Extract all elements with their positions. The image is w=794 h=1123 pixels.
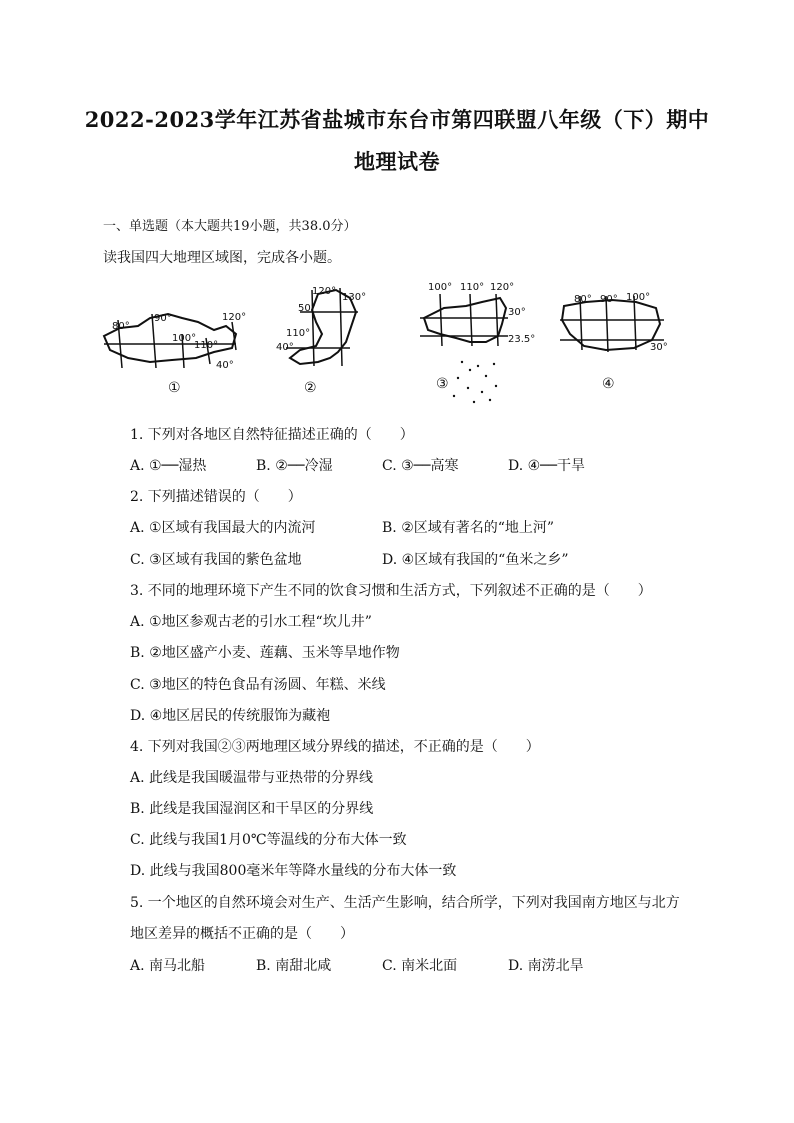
question-1-stem: 1. 下列对各地区自然特征描述正确的（ ） <box>130 427 414 443</box>
question-5-stem: 5. 一个地区的自然环境会对生产、生活产生影响，结合所学，下列对我国南方地区与北方 <box>130 895 680 911</box>
q1-option-d: D. ④──干旱 <box>508 458 586 474</box>
q1-option-b: B. ②──冷湿 <box>256 458 333 474</box>
q4-option-c: C. 此线与我国1月0℃等温线的分布大体一致 <box>130 832 407 848</box>
map1-label-3: 110° <box>194 340 219 351</box>
map2-label-2: 50° <box>298 303 316 314</box>
q1-option-c: C. ③──高寒 <box>382 458 459 474</box>
map2-label-3: 110° <box>286 328 311 339</box>
map1-label-0: 80° <box>112 321 130 332</box>
q4-option-a: A. 此线是我国暖温带与亚热带的分界线 <box>130 770 374 786</box>
question-2-stem: 2. 下列描述错误的（ ） <box>130 489 302 505</box>
map4-label-0: 80° <box>574 294 592 305</box>
q1-option-a: A. ①──湿热 <box>130 458 207 474</box>
map4-label-2: 100° <box>626 292 651 303</box>
q3-option-d: D. ④地区居民的传统服饰为藏袍 <box>130 708 331 724</box>
regions-figure <box>0 278 794 408</box>
question-4-stem: 4. 下列对我国②③两地理区域分界线的描述，不正确的是（ ） <box>130 739 540 755</box>
map3-label-2: 120° <box>490 282 515 293</box>
map1-label-4: 120° <box>222 312 247 323</box>
q5-option-b: B. 南甜北咸 <box>256 958 332 974</box>
map3-label-0: 100° <box>428 282 453 293</box>
map-3 <box>420 294 508 346</box>
map4-label-1: 90° <box>600 294 618 305</box>
map2-label-4: 40° <box>276 342 294 353</box>
q5-option-a: A. 南马北船 <box>130 958 206 974</box>
q3-option-c: C. ③地区的特色食品有汤圆、年糕、米线 <box>130 677 386 693</box>
map3-label-1: 110° <box>460 282 485 293</box>
map2-label-0: 120° <box>312 286 337 297</box>
q5-option-d: D. 南涝北旱 <box>508 958 584 974</box>
section-intro: 读我国四大地理区域图，完成各小题。 <box>103 250 341 266</box>
question-5-stem-cont: 地区差异的概括不正确的是（ ） <box>130 926 354 942</box>
question-3-stem: 3. 不同的地理环境下产生不同的饮食习惯和生活方式，下列叙述不正确的是（ ） <box>130 583 652 599</box>
map1-label-5: 40° <box>216 360 234 371</box>
map2-caption: ② <box>304 380 317 396</box>
map3-caption: ③ <box>436 376 449 392</box>
map3-label-3: 30° <box>508 307 526 318</box>
map1-caption: ① <box>168 380 181 396</box>
q5-option-c: C. 南米北面 <box>382 958 458 974</box>
q2-option-b: B. ②区域有著名的“地上河” <box>382 520 555 536</box>
paper-title-line1: 2022-2023学年江苏省盐城市东台市第四联盟八年级（下）期中 <box>84 107 710 132</box>
q2-option-c: C. ③区域有我国的紫色盆地 <box>130 552 302 568</box>
paper-title-line2: 地理试卷 <box>354 149 440 174</box>
q3-option-b: B. ②地区盛产小麦、莲藕、玉米等旱地作物 <box>130 645 400 661</box>
q2-option-a: A. ①区域有我国最大的内流河 <box>130 520 316 536</box>
section-heading: 一、单选题（本大题共19小题，共38.0分） <box>103 219 357 234</box>
map4-label-3: 30° <box>650 342 668 353</box>
map4-caption: ④ <box>602 376 615 392</box>
q3-option-a: A. ①地区参观古老的引水工程“坎儿井” <box>130 614 372 630</box>
map1-label-2: 100° <box>172 333 197 344</box>
map3-label-4: 23.5° <box>508 334 536 345</box>
map-3-islands <box>453 361 497 403</box>
q4-option-d: D. 此线与我国800毫米年等降水量线的分布大体一致 <box>130 863 457 879</box>
map1-label-1: 90° <box>154 313 172 324</box>
map2-label-1: 130° <box>342 292 367 303</box>
q2-option-d: D. ④区域有我国的“鱼米之乡” <box>382 552 569 568</box>
q4-option-b: B. 此线是我国湿润区和干旱区的分界线 <box>130 801 374 817</box>
